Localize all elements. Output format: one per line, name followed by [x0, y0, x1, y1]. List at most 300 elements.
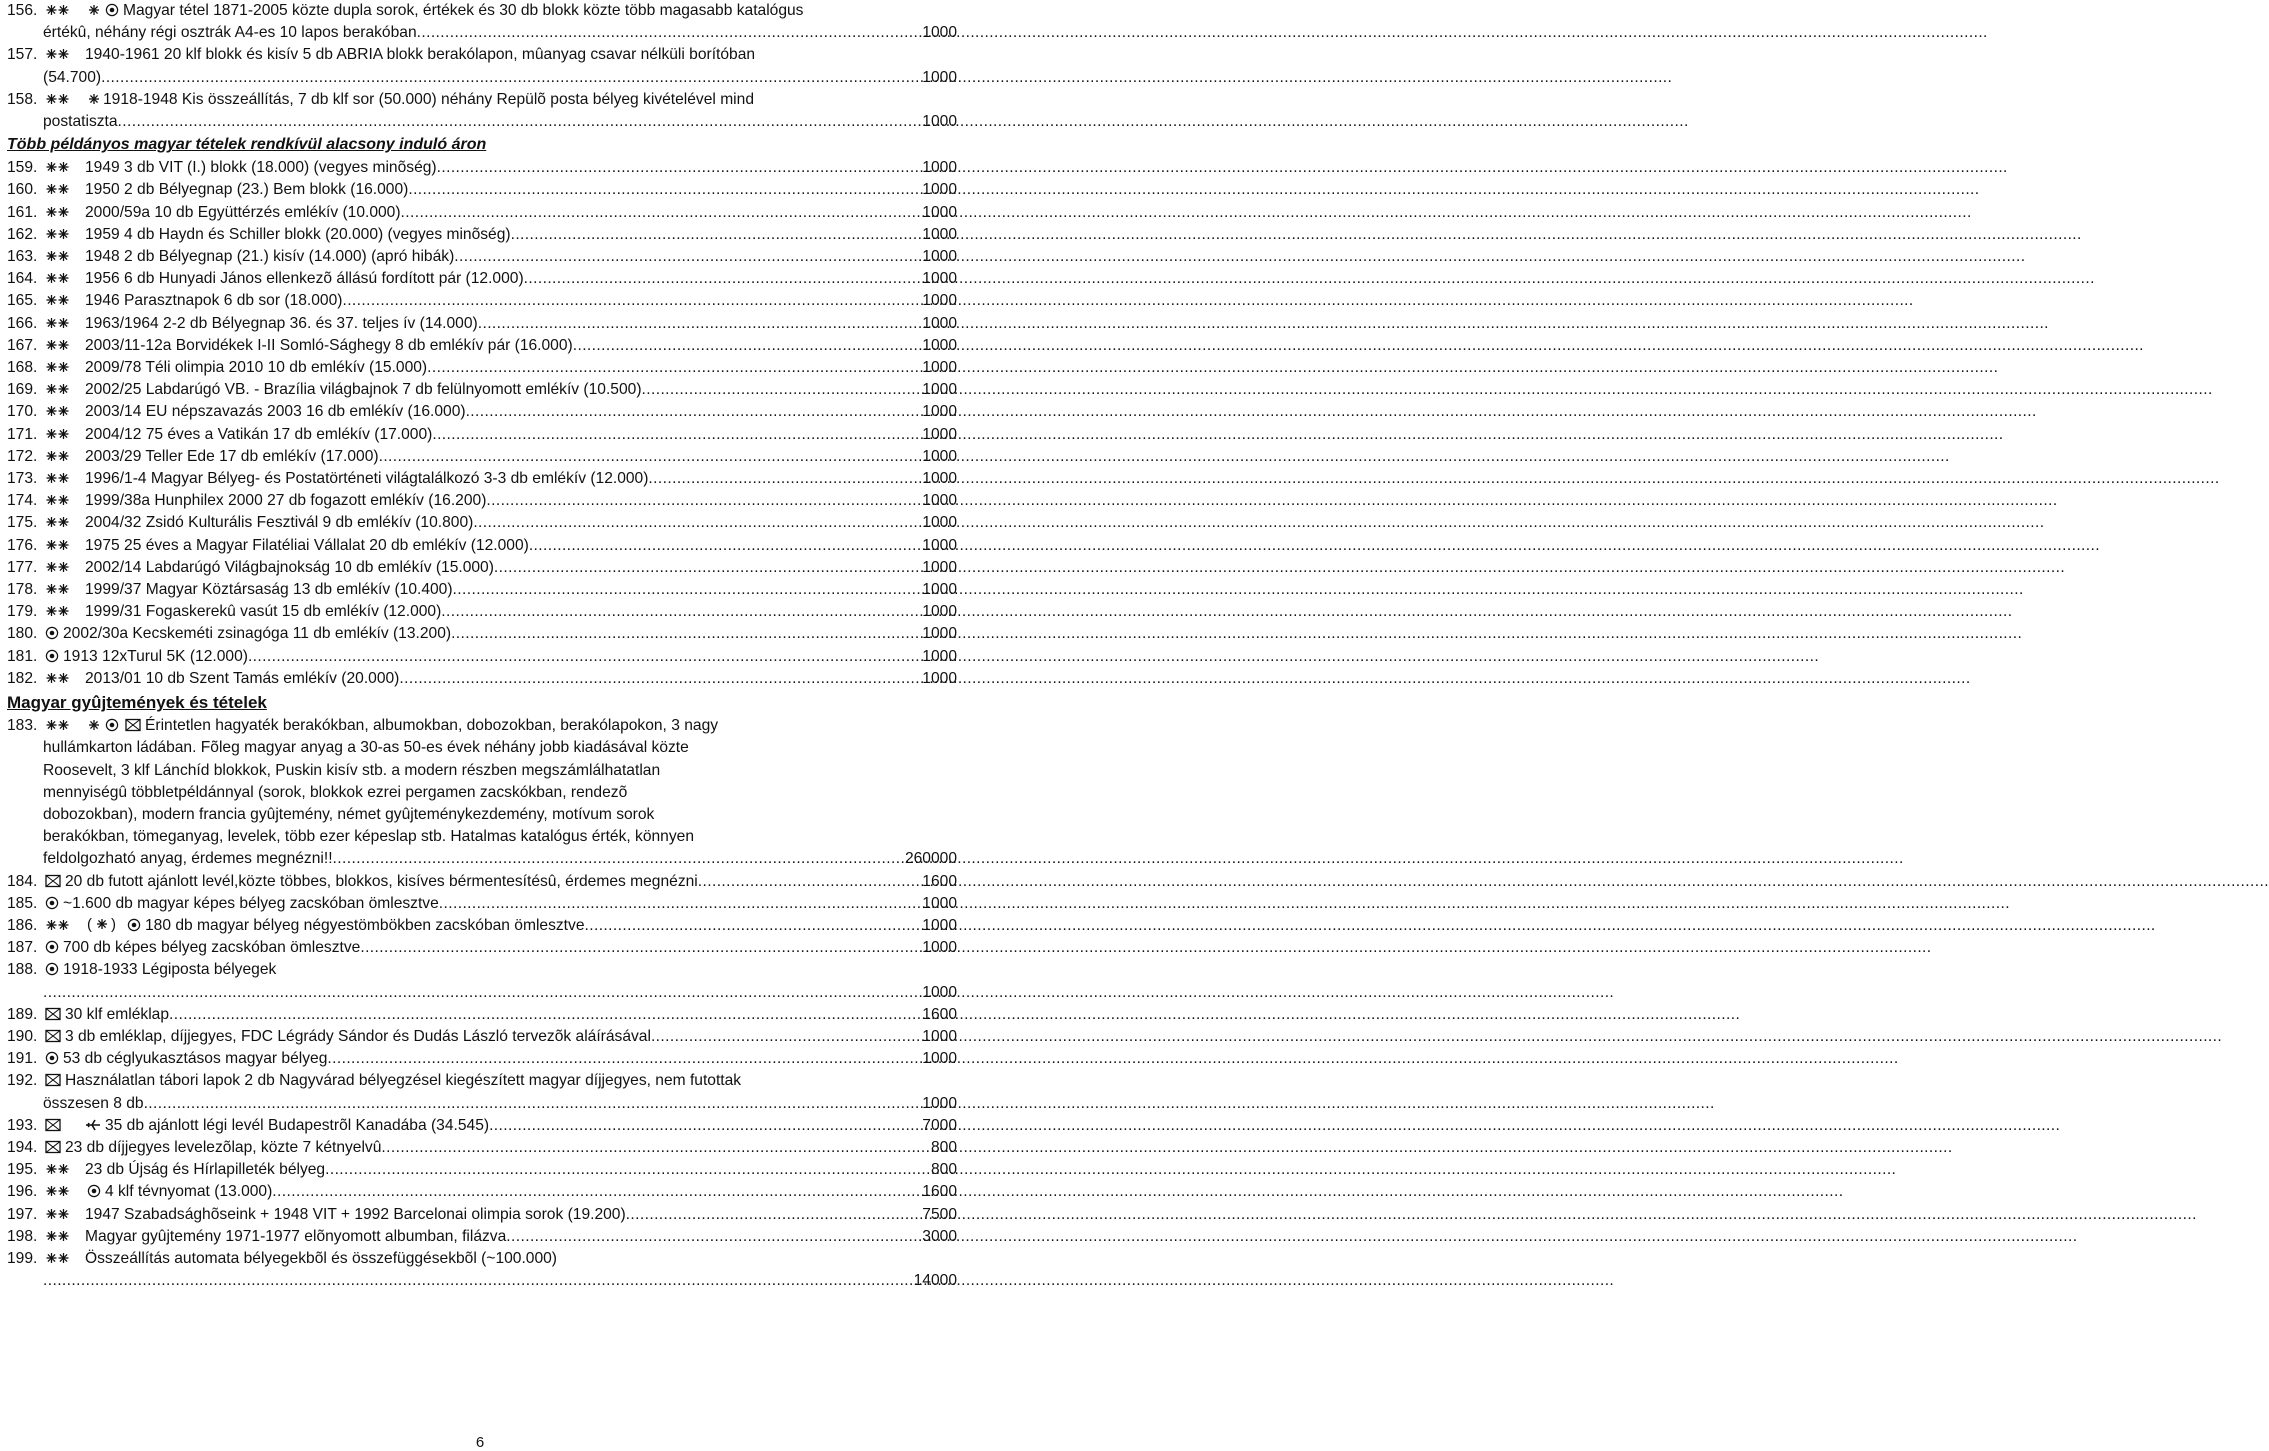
- leader-dots: [529, 535, 922, 557]
- entry-number: 173.: [7, 470, 38, 488]
- entry-price: 3000: [922, 1227, 957, 1245]
- entry-text: összesen 8 db: [43, 1094, 144, 1112]
- leader-dots: [451, 623, 922, 645]
- leader-dots: [506, 1226, 922, 1248]
- entry-price: 800: [930, 1161, 957, 1179]
- catalog-entry: [7, 268, 957, 290]
- catalog-entry: [7, 490, 957, 512]
- entry-text-wrap: [43, 446, 379, 468]
- leader-dots: [144, 1093, 923, 1115]
- entry-text: 2003/11-12a Borvidékek I-II Somló-Sághegy 8 db emlékív pár (16.000): [85, 336, 573, 354]
- entry-price: 1000: [922, 248, 957, 266]
- catalog-entry: [7, 1048, 957, 1070]
- cover-icon: [45, 1140, 61, 1154]
- entry-number: 165.: [7, 292, 38, 310]
- entry-text: 3 db emléklap, díjjegyes, FDC Légrády Sándor és Dudás László tervezõk aláírásával: [65, 1027, 651, 1045]
- entry-number: 166.: [7, 314, 38, 332]
- cover-icon: [45, 874, 61, 888]
- entry-number: 169.: [7, 381, 38, 399]
- leader-dots: [441, 601, 922, 623]
- entry-text: 2004/32 Zsidó Kulturális Fesztivál 9 db emlékív (10.800): [85, 514, 474, 532]
- entry-body: [43, 490, 957, 512]
- entry-text: 180 db magyar bélyeg négyestömbökben zacskóban ömlesztve: [145, 916, 585, 934]
- entry-number: 194.: [7, 1138, 38, 1156]
- entry-text: 2009/78 Téli olimpia 2010 10 db emlékív (15.000): [85, 359, 428, 377]
- entry-number: 162.: [7, 225, 38, 243]
- catalog-entry: [7, 646, 957, 668]
- mint-icon: [45, 47, 71, 61]
- entry-text: 1999/38a Hunphilex 2000 27 db fogazott emlékív (16.200): [85, 492, 487, 510]
- entry-text: feldolgozható anyag, érdemes megnézni!!: [43, 850, 333, 868]
- entry-number: 198.: [7, 1227, 38, 1245]
- used-stamp-icon: [127, 918, 141, 932]
- entry-number: 163.: [7, 248, 38, 266]
- leader-dots: [698, 871, 923, 893]
- entry-text-wrap: [43, 1181, 272, 1203]
- entry-number: 174.: [7, 492, 38, 510]
- entry-price: 1000: [922, 359, 957, 377]
- mint-icon: [45, 3, 71, 17]
- entry-body: [43, 224, 957, 246]
- catalog-entry: [7, 179, 957, 201]
- leader-dots: [43, 1270, 914, 1292]
- entry-number: 195.: [7, 1161, 38, 1179]
- entry-text-wrap: [43, 202, 401, 224]
- entry-text: 23 db Újság és Hírlapilleték bélyeg: [85, 1161, 326, 1179]
- catalog-entry: [7, 313, 957, 335]
- entry-line: [43, 202, 957, 224]
- entry-text: 1996/1-4 Magyar Bélyeg- és Postatörténeti világtalálkozó 3-3 db emlékív (12.000): [85, 470, 649, 488]
- leader-dots: [333, 848, 905, 870]
- entry-text-wrap: [43, 937, 360, 959]
- catalog-entry: [7, 1115, 957, 1137]
- hinged-icon: [87, 3, 101, 17]
- entry-line: [43, 1226, 957, 1248]
- entry-text: 1948 2 db Bélyegnap (21.) kisív (14.000) (apró hibák): [85, 248, 455, 266]
- entry-price: 1600: [922, 872, 957, 890]
- catalog-entry: [7, 893, 957, 915]
- catalog-entry: [7, 668, 957, 690]
- entry-body: [43, 871, 957, 893]
- airmail-icon: [85, 1118, 101, 1132]
- entry-text: 2013/01 10 db Szent Tamás emlékív (20.000): [85, 669, 400, 687]
- catalog-entry: [7, 937, 957, 959]
- mint-icon: [45, 1207, 71, 1221]
- entry-body: [43, 715, 957, 870]
- leader-dots: [327, 1048, 922, 1070]
- entry-number: 189.: [7, 1005, 38, 1023]
- entry-number: 156.: [7, 2, 38, 19]
- mint-icon: [45, 449, 71, 463]
- entry-price: 7500: [922, 1205, 957, 1223]
- entry-body: [43, 335, 957, 357]
- entry-text: 1975 25 éves a Magyar Filatéliai Vállalat 20 db emlékív (12.000): [85, 536, 529, 554]
- entry-number: 160.: [7, 181, 38, 199]
- entry-text: 1913 12xTurul 5K (12.000): [63, 647, 248, 665]
- entry-number: 161.: [7, 203, 38, 221]
- entry-body: [43, 313, 957, 335]
- entry-number: 192.: [7, 1072, 38, 1090]
- entry-line: [43, 848, 957, 870]
- entry-text: berakókban, tömeganyag, levelek, több ezer képeslap stb. Hatalmas katalógus érték, könnyen: [43, 828, 694, 846]
- entry-line: [43, 1026, 957, 1048]
- entry-number: 185.: [7, 894, 38, 912]
- entry-line: [43, 89, 957, 111]
- entry-line: [43, 0, 957, 22]
- leader-dots: [408, 179, 922, 201]
- entry-text: Használatlan tábori lapok 2 db Nagyvárad bélyegzésel kiegészített magyar díjjegyes, nem futottak: [65, 1072, 742, 1090]
- entry-price: 1000: [922, 894, 957, 912]
- entry-number: 199.: [7, 1249, 38, 1267]
- entry-number: 171.: [7, 425, 38, 443]
- entry-price: 1000: [922, 159, 957, 177]
- entry-number: 179.: [7, 603, 38, 621]
- entry-body: [43, 468, 957, 490]
- leader-dots: [511, 224, 923, 246]
- leader-dots: [494, 557, 922, 579]
- mint-icon: [45, 293, 71, 307]
- entry-text-wrap: [43, 157, 437, 179]
- entry-body: [43, 512, 957, 534]
- entry-text-wrap: [43, 379, 642, 401]
- catalog-entry: [7, 601, 957, 623]
- catalog-entry: [7, 89, 957, 133]
- leader-dots: [486, 490, 922, 512]
- used-stamp-icon: [45, 962, 59, 976]
- leader-dots: [325, 1159, 931, 1181]
- entry-price: 1000: [922, 1094, 957, 1112]
- entry-text: Magyar gyûjtemény 1971-1977 elõnyomott albumban, filázva: [85, 1227, 507, 1245]
- entry-text: dobozokban), modern francia gyûjtemény, német gyûjteménykezdemény, motívum sorok: [43, 805, 655, 823]
- entry-number: 193.: [7, 1116, 38, 1134]
- entry-text-wrap: [43, 623, 451, 645]
- entry-text: mennyiségû többletpéldánnyal (sorok, blokkok ezrei pergamen zacskókban, rendezõ: [43, 783, 628, 801]
- entry-price: 1000: [922, 336, 957, 354]
- leader-dots: [489, 1115, 922, 1137]
- leader-dots: [585, 915, 923, 937]
- leader-dots: [453, 579, 923, 601]
- entry-price: 1000: [922, 24, 957, 42]
- entry-price: 1000: [922, 403, 957, 421]
- catalog-entry: [7, 224, 957, 246]
- entry-line: [43, 804, 957, 826]
- entry-body: [43, 601, 957, 623]
- mint-icon: [45, 160, 71, 174]
- entry-number: 176.: [7, 536, 38, 554]
- leader-dots: [272, 1181, 922, 1203]
- entry-price: 1000: [922, 113, 957, 131]
- cover-icon: [45, 1029, 61, 1043]
- leader-dots: [381, 1137, 931, 1159]
- entry-body: [43, 1181, 957, 1203]
- entry-price: 1000: [922, 514, 957, 532]
- entry-number: 172.: [7, 447, 38, 465]
- used-stamp-icon: [45, 626, 59, 640]
- entry-text: 30 klf emléklap: [65, 1005, 170, 1023]
- section-title: Több példányos magyar tételek rendkívül alacsony induló áron: [7, 136, 487, 154]
- leader-dots: [342, 290, 922, 312]
- entry-text-wrap: [43, 424, 432, 446]
- entry-line: [43, 782, 957, 804]
- entry-line: [43, 1248, 957, 1270]
- entry-line: [43, 313, 957, 335]
- entry-price: 1000: [922, 203, 957, 221]
- leader-dots: [454, 246, 922, 268]
- cover-icon: [125, 718, 141, 732]
- catalog-entry: [7, 557, 957, 579]
- entry-text: 1918-1948 Kis összeállítás, 7 db klf sor (50.000) néhány Repülõ posta bélyeg kivételével mind: [103, 90, 754, 108]
- entry-line: [43, 1004, 957, 1026]
- entry-text-wrap: [43, 1004, 169, 1026]
- entry-body: [43, 1226, 957, 1248]
- leader-dots: [360, 937, 922, 959]
- entry-text-wrap: [43, 512, 473, 534]
- used-stamp-icon: [45, 896, 59, 910]
- entry-line: [43, 67, 957, 89]
- leader-dots: [651, 1026, 922, 1048]
- entry-number: 184.: [7, 872, 38, 890]
- entry-line: [43, 871, 957, 893]
- mint-icon: [45, 1229, 71, 1243]
- catalog-entry: [7, 579, 957, 601]
- mint-icon: [45, 582, 71, 596]
- leader-dots: [248, 646, 922, 668]
- used-stamp-icon: [45, 940, 59, 954]
- entry-line: [43, 1070, 957, 1092]
- entry-line: [43, 760, 957, 782]
- entry-text: postatiszta: [43, 113, 118, 131]
- leader-dots: [524, 268, 923, 290]
- entry-price: 7000: [922, 1116, 957, 1134]
- entry-body: [43, 668, 957, 690]
- mint-icon: [45, 205, 71, 219]
- entry-line: [43, 737, 957, 759]
- entry-text: 700 db képes bélyeg zacskóban ömlesztve: [63, 939, 361, 957]
- entry-text: 23 db díjjegyes levelezõlap, közte 7 kétnyelvû: [65, 1138, 382, 1156]
- entry-line: [43, 468, 957, 490]
- entry-number: 182.: [7, 669, 38, 687]
- entry-text: 2004/12 75 éves a Vatikán 17 db emlékív (17.000): [85, 425, 433, 443]
- catalog-entry: [7, 202, 957, 224]
- entry-body: [43, 157, 957, 179]
- leader-dots: [626, 1204, 923, 1226]
- entry-text: 1949 3 db VIT (I.) blokk (18.000) (vegyes minõség): [85, 159, 437, 177]
- entry-text-wrap: [43, 111, 118, 133]
- leader-dots: [379, 446, 923, 468]
- catalog-entry: [7, 1004, 957, 1026]
- entry-text-wrap: [43, 335, 573, 357]
- entry-number: 158.: [7, 90, 38, 108]
- entry-line: [43, 668, 957, 690]
- entry-text: Magyar tétel 1871-2005 közte dupla sorok, értékek és 30 db blokk közte több magasabb katalógus: [123, 2, 804, 19]
- entry-body: [43, 959, 957, 1003]
- mint-icon: [45, 1184, 71, 1198]
- leader-dots: [43, 982, 922, 1004]
- entry-text: ~1.600 db magyar képes bélyeg zacskóban ömlesztve: [63, 894, 439, 912]
- entry-text-wrap: [43, 848, 333, 870]
- entry-text-wrap: [43, 893, 439, 915]
- entry-text-wrap: [43, 668, 399, 690]
- leader-dots: [432, 424, 922, 446]
- entry-body: [43, 1137, 957, 1159]
- catalog-entry: [7, 1159, 957, 1181]
- entry-price: 1000: [922, 536, 957, 554]
- cover-icon: [45, 1073, 61, 1087]
- entry-number: 196.: [7, 1183, 38, 1201]
- entry-text-wrap: [43, 871, 698, 893]
- entry-price: 1000: [922, 470, 957, 488]
- entry-price: 1000: [922, 625, 957, 643]
- entry-number: 191.: [7, 1050, 38, 1068]
- leader-dots: [169, 1004, 922, 1026]
- entry-price: 1000: [922, 181, 957, 199]
- leader-dots: [437, 157, 923, 179]
- entry-text-wrap: [43, 646, 248, 668]
- used-stamp-icon: [105, 3, 119, 17]
- entry-text-wrap: [43, 1137, 381, 1159]
- entry-line: [43, 601, 957, 623]
- entry-price: 1000: [922, 916, 957, 934]
- catalog-entry: [7, 401, 957, 423]
- entry-body: [43, 1070, 957, 1114]
- entry-text-wrap: [43, 179, 408, 201]
- entry-text-wrap: [43, 1204, 626, 1226]
- entry-body: [43, 1004, 957, 1026]
- catalog-entry: [7, 1226, 957, 1248]
- entry-price: 1000: [922, 558, 957, 576]
- mint-icon: [45, 338, 71, 352]
- leader-dots: [401, 202, 923, 224]
- entry-line: [43, 623, 957, 645]
- entry-price: 1000: [922, 314, 957, 332]
- entry-text: 1999/31 Fogaskerekû vasút 15 db emlékív (12.000): [85, 603, 442, 621]
- entry-line: [43, 982, 957, 1004]
- entry-number: 168.: [7, 359, 38, 377]
- entry-text-wrap: [43, 490, 486, 512]
- entry-line: [43, 290, 957, 312]
- mint-icon: [45, 316, 71, 330]
- bracket-mint-icon: [87, 916, 117, 932]
- entry-text: 1940-1961 20 klf blokk és kisív 5 db ABRIA blokk berakólapon, mûanyag csavar nélküli borítóban: [85, 46, 756, 64]
- entry-price: 1000: [922, 292, 957, 310]
- entry-price: 1000: [922, 225, 957, 243]
- catalog-entry: [7, 1070, 957, 1114]
- leader-dots: [439, 893, 923, 915]
- entry-line: [43, 157, 957, 179]
- mint-icon: [45, 718, 71, 732]
- entry-text-wrap: [43, 1026, 651, 1048]
- catalog-entry: [7, 1137, 957, 1159]
- leader-dots: [473, 512, 922, 534]
- entry-price: 1000: [922, 447, 957, 465]
- entry-line: [43, 424, 957, 446]
- entry-text: Összeállítás automata bélyegekbõl és összefüggésekbõl (~100.000): [85, 1249, 558, 1267]
- entry-line: [43, 379, 957, 401]
- catalog-entry: [7, 871, 957, 893]
- catalog-entry: [7, 715, 957, 870]
- entry-text: 2002/25 Labdarúgó VB. - Brazília világbajnok 7 db felülnyomott emlékív (10.500): [85, 381, 642, 399]
- svg-text:(: (: [87, 915, 92, 933]
- entry-body: [43, 424, 957, 446]
- entry-number: 175.: [7, 514, 38, 532]
- entry-body: [43, 246, 957, 268]
- catalog-entry: [7, 0, 957, 44]
- entry-line: [43, 1159, 957, 1181]
- entry-line: [43, 557, 957, 579]
- entry-text-wrap: [43, 313, 478, 335]
- catalog-entry: [7, 959, 957, 1003]
- leader-dots: [427, 357, 922, 379]
- entry-body: [43, 268, 957, 290]
- entry-line: [43, 179, 957, 201]
- entry-number: 197.: [7, 1205, 38, 1223]
- entry-text: 1959 4 db Haydn és Schiller blokk (20.000) (vegyes minõség): [85, 225, 511, 243]
- entry-body: [43, 1204, 957, 1226]
- entry-price: 1000: [922, 68, 957, 86]
- catalog-entry: [7, 1026, 957, 1048]
- entry-body: [43, 1026, 957, 1048]
- entry-text-wrap: [43, 1093, 144, 1115]
- mint-icon: [45, 382, 71, 396]
- used-stamp-icon: [105, 718, 119, 732]
- entry-text: 4 klf tévnyomat (13.000): [105, 1183, 273, 1201]
- entry-number: 170.: [7, 403, 38, 421]
- hinged-icon: [87, 92, 101, 106]
- mint-icon: [45, 538, 71, 552]
- leader-dots: [648, 468, 922, 490]
- entry-body: [43, 557, 957, 579]
- mint-icon: [45, 918, 71, 932]
- entry-number: 157.: [7, 46, 38, 64]
- used-stamp-icon: [45, 649, 59, 663]
- entry-body: [43, 646, 957, 668]
- catalog-entry: [7, 335, 957, 357]
- catalog-entry: [7, 512, 957, 534]
- entry-body: [43, 179, 957, 201]
- entry-text-wrap: [43, 579, 453, 601]
- mint-icon: [45, 671, 71, 685]
- entry-text: 1947 Szabadsághõseink + 1948 VIT + 1992 Barcelonai olimpia sorok (19.200): [85, 1205, 626, 1223]
- hinged-icon: [87, 718, 101, 732]
- entry-text: hullámkarton ládában. Fõleg magyar anyag a 30-as 50-es évek néhány jobb kiadásával közte: [43, 739, 689, 757]
- entry-number: 190.: [7, 1027, 38, 1045]
- entry-price: 1000: [922, 669, 957, 687]
- entry-text: 2002/30a Kecskeméti zsinagóga 11 db emlékív (13.200): [63, 625, 452, 643]
- entry-text: 2003/29 Teller Ede 17 db emlékív (17.000): [85, 447, 379, 465]
- entry-text: 2000/59a 10 db Együttérzés emlékív (10.000): [85, 203, 401, 221]
- leader-dots: [466, 401, 923, 423]
- entry-line: [43, 1204, 957, 1226]
- catalog-entry: [7, 535, 957, 557]
- entry-line: [43, 826, 957, 848]
- entry-line: [43, 937, 957, 959]
- entry-line: [43, 1048, 957, 1070]
- catalog-entry: [7, 379, 957, 401]
- entry-line: [43, 1181, 957, 1203]
- entry-line: [43, 335, 957, 357]
- mint-icon: [45, 182, 71, 196]
- entry-text-wrap: [43, 915, 585, 937]
- entry-line: [43, 535, 957, 557]
- entry-text-wrap: [43, 601, 441, 623]
- entry-line: [43, 915, 957, 937]
- entry-body: [43, 357, 957, 379]
- catalog-entry: [7, 468, 957, 490]
- entry-text-wrap: [43, 535, 529, 557]
- entry-line: [43, 512, 957, 534]
- entry-line: [43, 893, 957, 915]
- entry-line: [43, 1115, 957, 1137]
